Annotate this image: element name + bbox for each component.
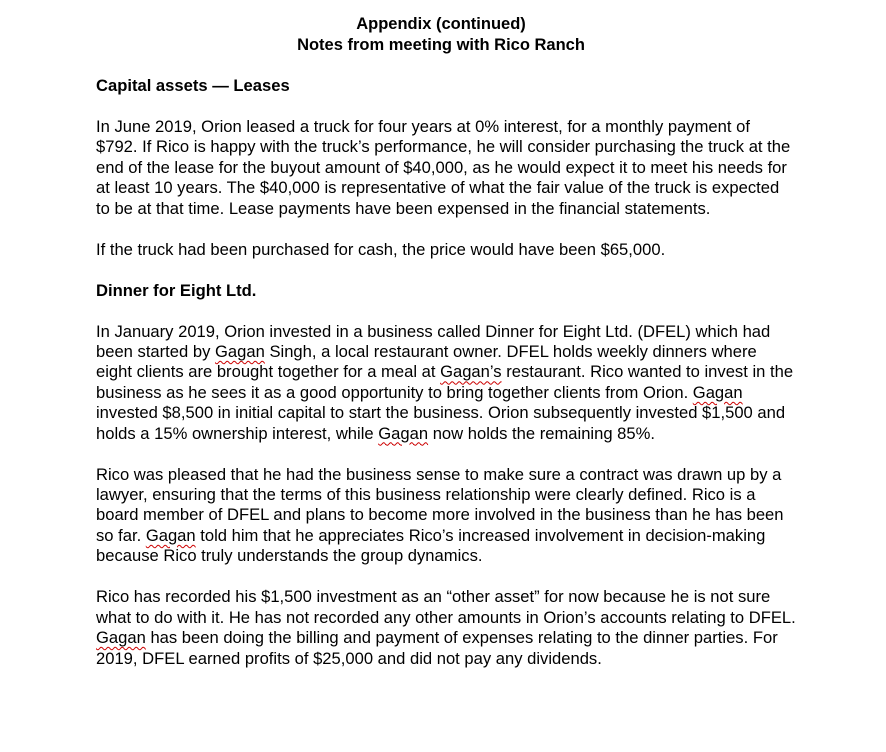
- spellcheck-word: Gagan: [215, 342, 265, 362]
- document-body: [96, 76, 796, 669]
- dfel-paragraph-2: [96, 465, 796, 567]
- text-run: Rico has recorded his $1,500 investment as an “other asset” for now because he is not sure what to do with it. He has not recorded any other amounts in Orion’s accounts relating to DFEL.: [96, 587, 796, 627]
- text-run: told him that he appreciates Rico’s increased involvement in decision-making because Rico truly understands the group dynamics.: [96, 525, 766, 566]
- text-run: Singh, a local restaurant owner. DFEL holds weekly dinners where eight clients are brought together for a meal at: [96, 342, 757, 382]
- leases-paragraph-2: If the truck had been purchased for cash, the price would have been $65,000.: [96, 239, 666, 259]
- spellcheck-word: Gagan’s: [440, 362, 502, 382]
- spellcheck-word: Gagan: [145, 525, 196, 545]
- section-heading-dfel: Dinner for Eight Ltd.: [96, 280, 257, 300]
- appendix-title: Appendix (continued): [356, 15, 526, 33]
- section-heading-leases: Capital assets — Leases: [96, 76, 290, 95]
- text-run: Rico was pleased that he had the business sense to make sure a contract was drawn up by a lawyer, ensuring that the terms of this business relationship were clearly defined. Rico is a board member of DFEL and plans to become more involved in the business than he has been so far.: [96, 464, 784, 545]
- dfel-paragraph-3: [96, 587, 796, 669]
- dfel-paragraph-1: [96, 322, 796, 444]
- leases-paragraph-1: In June 2019, Orion leased a truck for four years at 0% interest, for a monthly payment of $792. If Rico is happy with the truck’s performance, he will consider purchasing the truck at the end of the lease for the buyout amount of $40,000, as he would expect it to meet his needs for at least 10 years. The $40,000 is representative of what the fair value of the truck is expected to be at that time. Lease payments have been expensed in the financial statements.: [96, 117, 791, 218]
- spellcheck-word: Gagan: [96, 628, 146, 648]
- spellcheck-word: Gagan: [378, 423, 429, 443]
- text-run: has been doing the billing and payment of expenses relating to the dinner parties. For 2019, DFEL earned profits of $25,000 and did not pay any dividends.: [96, 628, 778, 668]
- text-run: invested $8,500 in initial capital to start the business. Orion subsequently invested $1,500 and holds a 15% ownership interest, while: [96, 403, 786, 443]
- text-run: restaurant. Rico wanted to invest in the business as he sees it as a good opportunity to bring together clients from Orion.: [96, 362, 794, 402]
- spellcheck-word: Gagan: [692, 382, 743, 402]
- appendix-subtitle: Notes from meeting with Rico Ranch: [297, 36, 585, 54]
- text-run: now holds the remaining 85%.: [428, 423, 655, 443]
- title-block: [0, 14, 886, 56]
- text-run: In January 2019, Orion invested in a business called Dinner for Eight Ltd. (DFEL) which had been started by: [96, 321, 771, 362]
